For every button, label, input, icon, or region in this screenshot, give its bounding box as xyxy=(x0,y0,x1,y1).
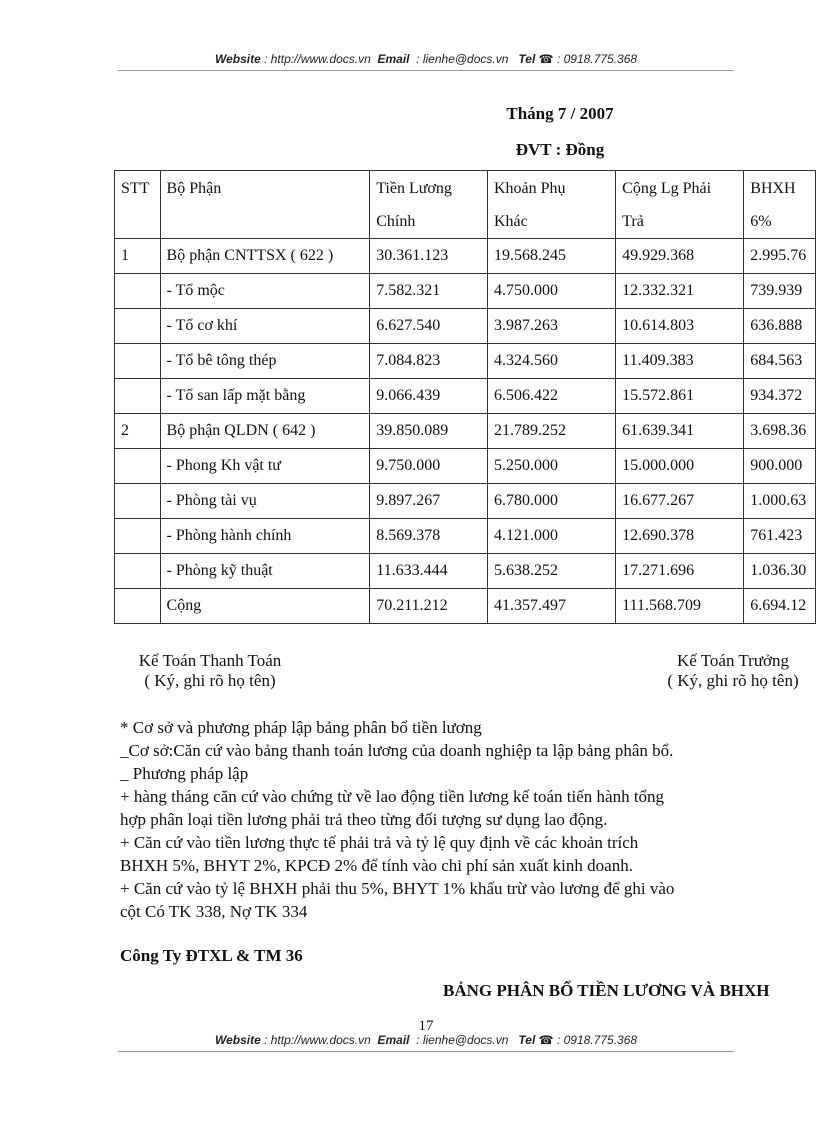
cell-salary: 7.084.823 xyxy=(370,344,488,379)
cell-stt xyxy=(115,379,161,414)
cell-total: 15.000.000 xyxy=(616,449,744,484)
column-header-line1: Khoản Phụ xyxy=(493,180,566,197)
cell-total: 15.572.861 xyxy=(616,379,744,414)
document-title: BẢNG PHÂN BỔ TIỀN LƯƠNG VÀ BHXH xyxy=(443,981,770,1000)
cell-bhxh: 2.995.76 xyxy=(744,239,816,274)
table-row xyxy=(115,274,816,309)
company-name: Công Ty ĐTXL & TM 36 xyxy=(120,946,303,965)
cell-total: 11.409.383 xyxy=(616,344,744,379)
column-header-line2: Chính xyxy=(376,213,416,230)
page-header xyxy=(118,52,734,66)
cell-dept: - Phong Kh vật tư xyxy=(160,449,370,484)
cell-bhxh: 684.563 xyxy=(744,344,816,379)
note-line: _Cơ sở:Căn cứ vào bảng thanh toán lương của doanh nghiệp ta lập bảng phân bổ. xyxy=(120,741,674,760)
website-url: : http://www.docs.vn xyxy=(264,52,371,66)
footer-email-label: Email xyxy=(377,1033,410,1047)
cell-salary: 9.897.267 xyxy=(370,484,488,519)
method-notes xyxy=(120,716,760,923)
cell-total: 12.690.378 xyxy=(616,519,744,554)
page-footer xyxy=(118,1033,734,1047)
table-row xyxy=(115,379,816,414)
cell-bhxh: 1.000.63 xyxy=(744,484,816,519)
cell-total: 16.677.267 xyxy=(616,484,744,519)
signature-right-title: Kế Toán Trưởng xyxy=(676,651,790,670)
cell-dept: - Tổ san lấp mặt bằng xyxy=(160,379,370,414)
cell-dept: - Tổ mộc xyxy=(160,274,370,309)
table-row xyxy=(115,344,816,379)
note-line: _ Phương pháp lập xyxy=(120,764,249,783)
cell-stt xyxy=(115,309,161,344)
email-label: Email xyxy=(377,52,410,66)
note-line: + Căn cứ vào tỷ lệ BHXH phải thu 5%, BHYT 1% khấu trừ vào lương để ghi vào xyxy=(120,879,675,898)
column-header-line2: Trả xyxy=(622,213,644,230)
tel-value: : 0918.775.368 xyxy=(556,52,638,66)
cell-total: 111.568.709 xyxy=(616,589,744,624)
cell-allowance: 4.121.000 xyxy=(487,519,615,554)
footer-tel-value: : 0918.775.368 xyxy=(556,1033,638,1047)
cell-allowance: 6.506.422 xyxy=(487,379,615,414)
email-value: : lienhe@docs.vn xyxy=(416,52,509,66)
column-header xyxy=(160,171,370,239)
cell-stt xyxy=(115,344,161,379)
table-row xyxy=(115,414,816,449)
cell-stt xyxy=(115,484,161,519)
cell-salary: 6.627.540 xyxy=(370,309,488,344)
column-header xyxy=(370,171,488,239)
cell-salary: 39.850.089 xyxy=(370,414,488,449)
footer-website-label: Website xyxy=(214,1033,261,1047)
cell-stt xyxy=(115,449,161,484)
cell-bhxh: 739.939 xyxy=(744,274,816,309)
cell-dept: - Phòng tài vụ xyxy=(160,484,370,519)
cell-salary: 70.211.212 xyxy=(370,589,488,624)
cell-bhxh: 6.694.12 xyxy=(744,589,816,624)
note-line: + Căn cứ vào tiền lương thực tế phải trả và tỷ lệ quy định về các khoản trích xyxy=(120,833,639,852)
table-header-row xyxy=(115,171,816,239)
cell-stt: 2 xyxy=(115,414,161,449)
column-header-line2: 6% xyxy=(750,213,772,230)
column-header xyxy=(487,171,615,239)
cell-total: 61.639.341 xyxy=(616,414,744,449)
cell-bhxh: 934.372 xyxy=(744,379,816,414)
tel-label: Tel xyxy=(518,52,536,66)
column-header-line1: BHXH xyxy=(750,180,796,197)
cell-dept: Bộ phận QLDN ( 642 ) xyxy=(160,414,370,449)
table-row xyxy=(115,449,816,484)
cell-bhxh: 1.036.30 xyxy=(744,554,816,589)
cell-bhxh: 636.888 xyxy=(744,309,816,344)
website-label: Website xyxy=(214,52,261,66)
signature-right-note: ( Ký, ghi rõ họ tên) xyxy=(667,671,799,690)
cell-dept: Cộng xyxy=(160,589,370,624)
unit-label: ĐVT : Đồng xyxy=(515,140,605,159)
signature-left-note: ( Ký, ghi rõ họ tên) xyxy=(144,671,276,690)
cell-total: 49.929.368 xyxy=(616,239,744,274)
cell-bhxh: 3.698.36 xyxy=(744,414,816,449)
table-row xyxy=(115,519,816,554)
table-row xyxy=(115,309,816,344)
signature-left-title: Kế Toán Thanh Toán xyxy=(138,651,282,670)
cell-total: 12.332.321 xyxy=(616,274,744,309)
cell-dept: - Tổ bê tông thép xyxy=(160,344,370,379)
footer-phone-icon: ☎ xyxy=(538,1033,554,1047)
note-line: + hàng tháng căn cứ vào chứng từ về lao động tiền lương kế toán tiến hành tổng xyxy=(120,787,665,806)
cell-bhxh: 900.000 xyxy=(744,449,816,484)
cell-allowance: 21.789.252 xyxy=(487,414,615,449)
note-line: cột Có TK 338, Nợ TK 334 xyxy=(120,902,308,921)
column-header xyxy=(616,171,744,239)
column-header-line1: Cộng Lg Phải xyxy=(622,180,712,197)
cell-salary: 8.569.378 xyxy=(370,519,488,554)
page-number: 17 xyxy=(418,1018,434,1034)
table-row xyxy=(115,554,816,589)
header-rule xyxy=(118,70,734,71)
cell-allowance: 41.357.497 xyxy=(487,589,615,624)
cell-salary: 7.582.321 xyxy=(370,274,488,309)
cell-allowance: 19.568.245 xyxy=(487,239,615,274)
cell-allowance: 6.780.000 xyxy=(487,484,615,519)
note-line: BHXH 5%, BHYT 2%, KPCĐ 2% để tính vào chi phí sản xuất kinh doanh. xyxy=(120,856,633,875)
cell-allowance: 4.324.560 xyxy=(487,344,615,379)
cell-stt xyxy=(115,554,161,589)
table-row xyxy=(115,589,816,624)
cell-total: 10.614.803 xyxy=(616,309,744,344)
cell-dept: - Tổ cơ khí xyxy=(160,309,370,344)
cell-dept: Bộ phận CNTTSX ( 622 ) xyxy=(160,239,370,274)
footer-website-url: : http://www.docs.vn xyxy=(264,1033,371,1047)
footer-email-value: : lienhe@docs.vn xyxy=(416,1033,509,1047)
cell-allowance: 5.638.252 xyxy=(487,554,615,589)
cell-stt xyxy=(115,274,161,309)
salary-allocation-table xyxy=(114,170,816,624)
note-line: * Cơ sở và phương pháp lập bảng phân bổ tiền lương xyxy=(120,718,482,737)
column-header-line1: STT xyxy=(121,180,150,197)
footer-rule xyxy=(118,1051,734,1052)
cell-salary: 11.633.444 xyxy=(370,554,488,589)
cell-total: 17.271.696 xyxy=(616,554,744,589)
cell-allowance: 3.987.263 xyxy=(487,309,615,344)
cell-dept: - Phòng hành chính xyxy=(160,519,370,554)
cell-dept: - Phòng kỹ thuật xyxy=(160,554,370,589)
cell-salary: 9.066.439 xyxy=(370,379,488,414)
footer-tel-label: Tel xyxy=(518,1033,536,1047)
cell-allowance: 4.750.000 xyxy=(487,274,615,309)
cell-salary: 9.750.000 xyxy=(370,449,488,484)
table-row xyxy=(115,484,816,519)
signature-block-left xyxy=(120,651,300,691)
cell-stt: 1 xyxy=(115,239,161,274)
cell-bhxh: 761.423 xyxy=(744,519,816,554)
month-label: Tháng 7 / 2007 xyxy=(506,104,614,123)
signature-block-right xyxy=(650,651,816,691)
phone-icon: ☎ xyxy=(538,52,554,66)
column-header-line1: Tiền Lương xyxy=(376,180,452,197)
column-header-line2: Khác xyxy=(493,213,528,230)
cell-stt xyxy=(115,589,161,624)
column-header xyxy=(115,171,161,239)
note-line: hợp phân loại tiền lương phải trả theo từng đối tượng sư dụng lao động. xyxy=(120,810,608,829)
table-row xyxy=(115,239,816,274)
cell-allowance: 5.250.000 xyxy=(487,449,615,484)
cell-stt xyxy=(115,519,161,554)
cell-salary: 30.361.123 xyxy=(370,239,488,274)
column-header-line1: Bộ Phận xyxy=(166,180,222,197)
column-header xyxy=(744,171,816,239)
